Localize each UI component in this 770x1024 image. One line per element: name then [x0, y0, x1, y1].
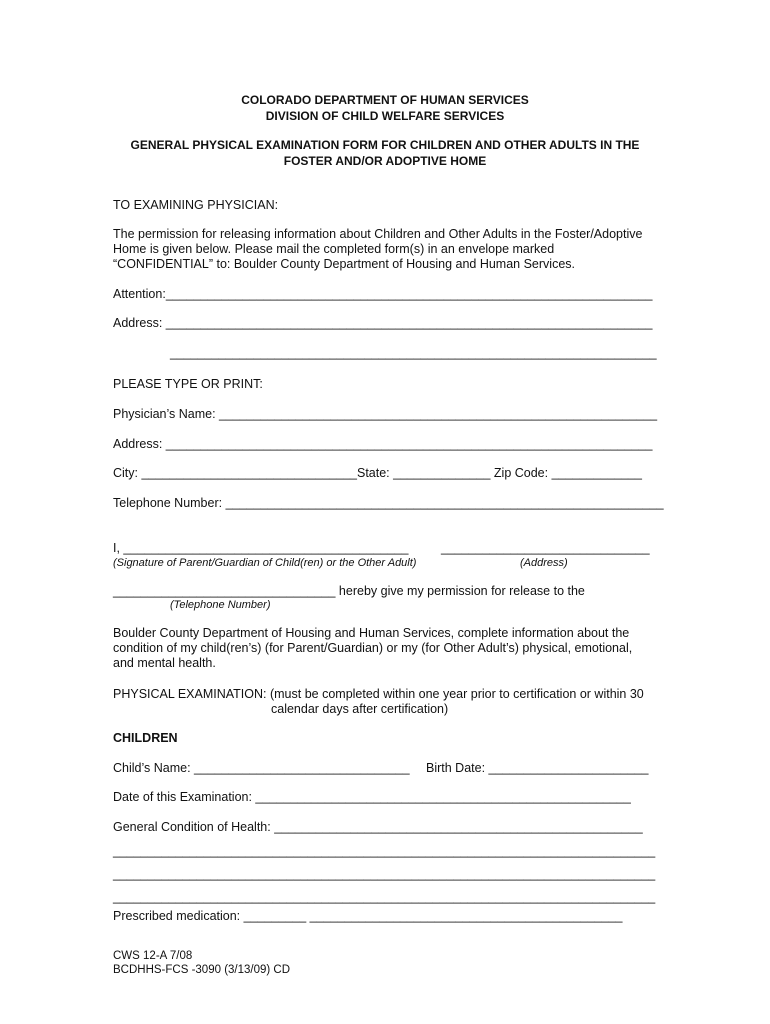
release-text-line3: and mental health.: [113, 656, 216, 670]
consent-telephone-field[interactable]: ________________________________ hereby give my permission for release to the: [113, 584, 585, 598]
release-text-line2: condition of my child(ren’s) (for Parent/Guardian) or my (for Other Adult’s) physical, emotional,: [113, 641, 633, 655]
consent-address-field[interactable]: ______________________________: [441, 541, 650, 555]
form-title-line2: FOSTER AND/OR ADOPTIVE HOME: [283, 154, 487, 168]
form-id: BCDHHS-FCS -3090 (3/13/09) CD: [113, 964, 291, 976]
health-condition-line-2[interactable]: ______________________________________________________________________________: [113, 844, 656, 858]
form-code: CWS 12-A 7/08: [113, 950, 193, 962]
telephone-field[interactable]: Telephone Number: _______________________________________________________________: [113, 496, 664, 510]
health-condition-line-3[interactable]: ______________________________________________________________________________: [113, 867, 656, 881]
permission-text-line3: “CONFIDENTIAL” to: Boulder County Department of Housing and Human Services.: [113, 257, 575, 271]
physical-exam-label-line1: PHYSICAL EXAMINATION: (must be completed within one year prior to certification or within 30: [113, 687, 644, 701]
department-title: COLORADO DEPARTMENT OF HUMAN SERVICES: [241, 93, 529, 107]
city-state-zip-field[interactable]: City: _______________________________State: ______________ Zip Code: _____________: [113, 466, 642, 480]
mailing-address-field[interactable]: Address: ______________________________________________________________________: [113, 316, 653, 330]
physical-exam-label-line2: calendar days after certification): [271, 702, 449, 716]
address-caption: (Address): [520, 557, 568, 569]
physician-name-field[interactable]: Physician’s Name: _______________________________________________________________: [113, 407, 658, 421]
exam-date-field[interactable]: Date of this Examination: ______________________________________________________: [113, 790, 631, 804]
type-or-print-label: PLEASE TYPE OR PRINT:: [113, 377, 263, 391]
form-title-line1: GENERAL PHYSICAL EXAMINATION FORM FOR CHILDREN AND OTHER ADULTS IN THE: [130, 138, 640, 152]
prescribed-medication-field[interactable]: Prescribed medication: _________ _____________________________________________: [113, 909, 623, 923]
release-text-line1: Boulder County Department of Housing and Human Services, complete information about the: [113, 626, 630, 640]
health-condition-line-4[interactable]: ______________________________________________________________________________: [113, 890, 656, 904]
attention-field[interactable]: Attention:______________________________________________________________________: [113, 287, 653, 301]
permission-text-line2: Home is given below. Please mail the completed form(s) in an envelope marked: [113, 242, 555, 256]
birth-date-field[interactable]: Birth Date: _______________________: [426, 761, 649, 775]
to-physician-heading: TO EXAMINING PHYSICIAN:: [113, 198, 279, 212]
permission-text-line1: The permission for releasing information about Children and Other Adults in the Foster/Adoptive: [113, 227, 643, 241]
mailing-address-field-2[interactable]: ______________________________________________________________________: [170, 346, 657, 360]
division-title: DIVISION OF CHILD WELFARE SERVICES: [265, 109, 505, 123]
telephone-caption: (Telephone Number): [170, 599, 271, 611]
children-heading: CHILDREN: [113, 731, 178, 745]
physician-address-field[interactable]: Address: ______________________________________________________________________: [113, 437, 653, 451]
signature-field[interactable]: I, _________________________________________: [113, 541, 409, 555]
health-condition-field[interactable]: General Condition of Health: _____________________________________________________: [113, 820, 643, 834]
signature-caption: (Signature of Parent/Guardian of Child(ren) or the Other Adult): [113, 557, 417, 569]
child-name-field[interactable]: Child’s Name: _______________________________: [113, 761, 410, 775]
